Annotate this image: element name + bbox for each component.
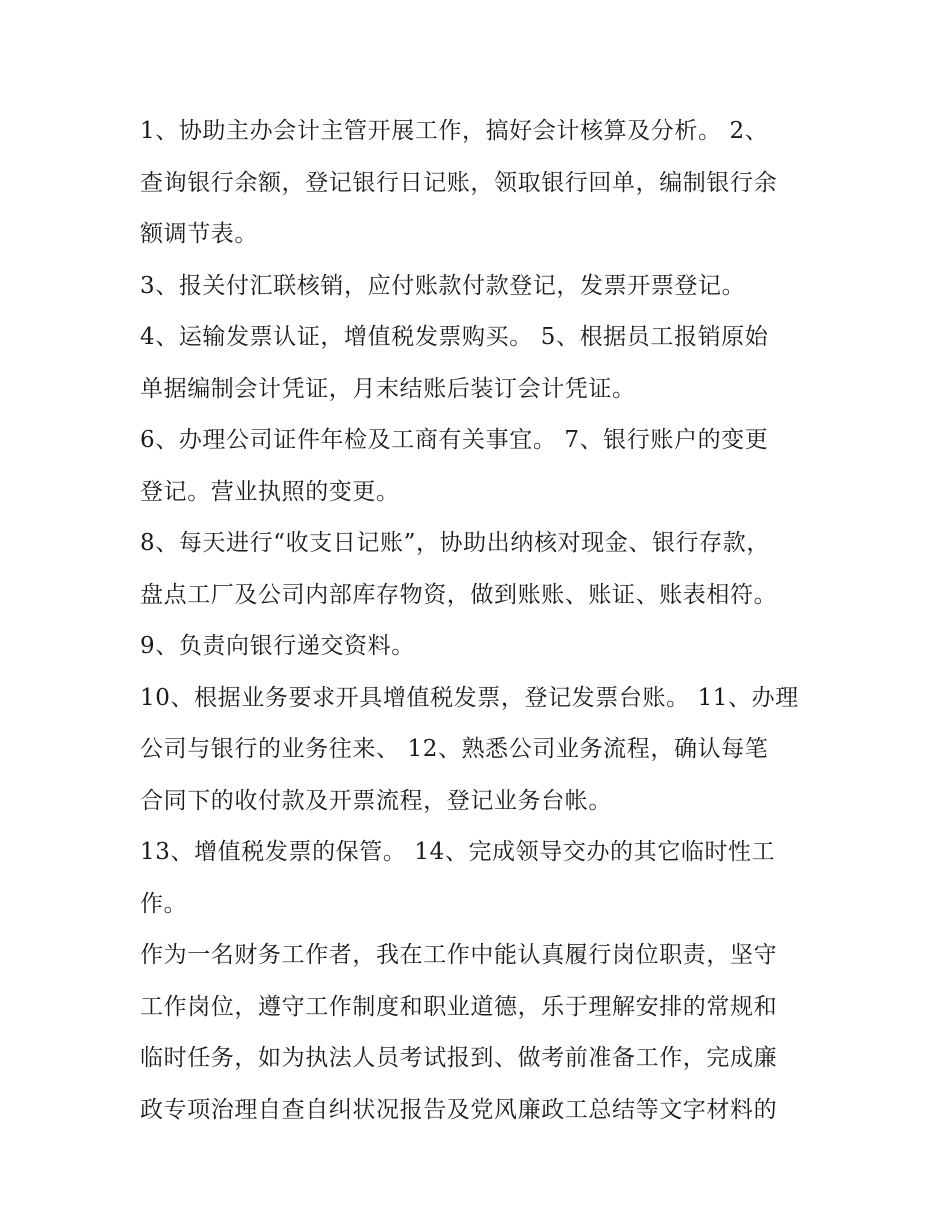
text-line: 盘点工厂及公司内部库存物资，做到账账、账证、账表相符。 xyxy=(140,581,778,608)
text-line: 9、负责向银行递交资料。 xyxy=(140,633,415,659)
text-line: 查询银行余额，登记银行日记账，领取银行回单，编制银行余 xyxy=(140,169,778,196)
text-line: 作。 xyxy=(140,890,188,917)
text-line: 额调节表。 xyxy=(140,221,258,247)
text-line: 公司与银行的业务往来、 12、熟悉公司业务流程，确认每笔 xyxy=(140,736,769,762)
text-line: 1、协助主办会计主管开展工作，搞好会计核算及分析。 2、 xyxy=(140,118,769,144)
text-line: 8、每天进行“收支日记账”，协助出纳核对现金、银行存款， xyxy=(140,530,770,556)
text-line: 3、报关付汇联核销，应付账款付款登记，发票开票登记。 xyxy=(140,272,746,299)
text-line: 工作岗位，遵守工作制度和职业道德，乐于理解安排的常规和 xyxy=(140,993,778,1020)
text-line: 单据编制会计凭证，月末结账后装订会计凭证。 xyxy=(140,375,636,402)
text-line: 4、运输发票认证，增值税发票购买。 5、根据员工报销原始 xyxy=(140,324,769,350)
text-line: 登记。营业执照的变更。 xyxy=(140,478,400,505)
text-line: 临时任务，如为执法人员考试报到、做考前准备工作，完成廉 xyxy=(140,1045,778,1071)
text-line: 合同下的收付款及开票流程，登记业务台帐。 xyxy=(140,787,612,814)
text-line: 作为一名财务工作者，我在工作中能认真履行岗位职责，坚守 xyxy=(140,942,778,968)
document-body xyxy=(140,106,820,1136)
text-line: 10、根据业务要求开具增值税发票，登记发票台账。 11、办理 xyxy=(140,684,799,711)
text-line: 政专项治理自查自纠状况报告及党风廉政工总结等文字材料的 xyxy=(140,1096,778,1123)
text-line: 13、增值税发票的保管。 14、完成领导交办的其它临时性工 xyxy=(140,839,776,865)
text-line: 6、办理公司证件年检及工商有关事宜。 7、银行账户的变更 xyxy=(140,427,769,453)
